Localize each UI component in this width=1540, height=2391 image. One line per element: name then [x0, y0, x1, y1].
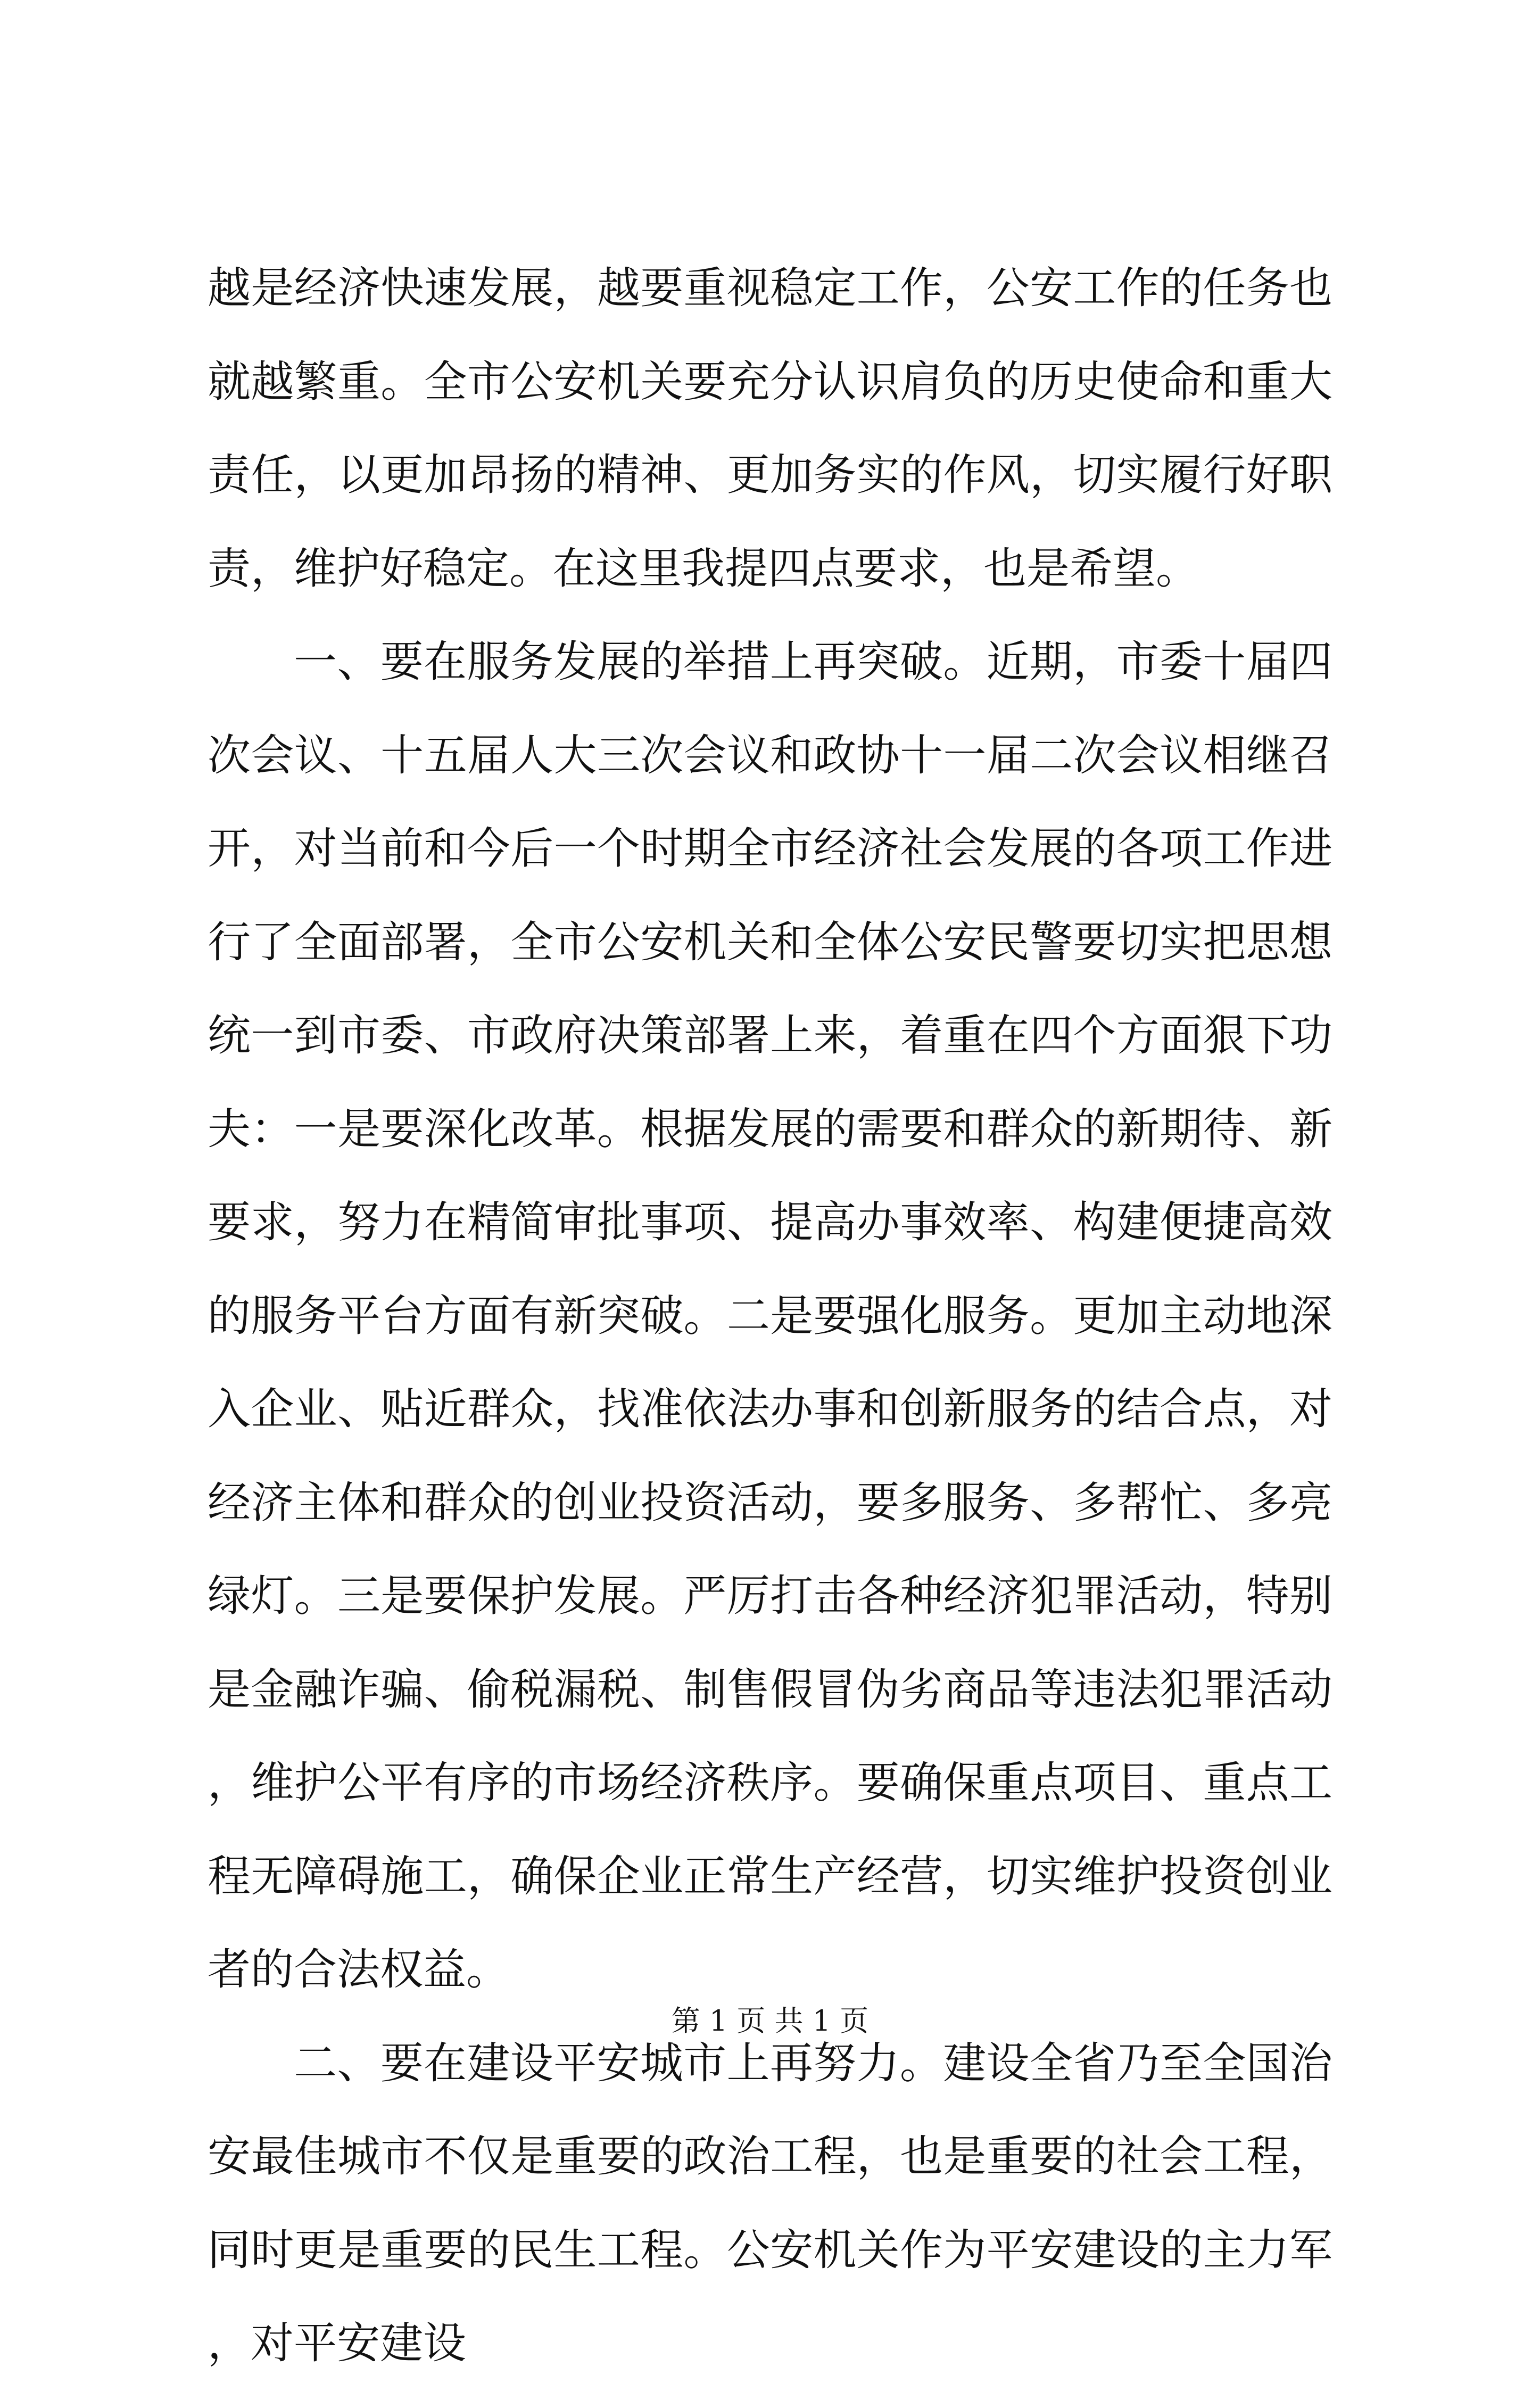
- paragraph-section-one: 一、要在服务发展的举措上再突破。近期，市委十届四次会议、十五届人大三次会议和政协十一届二次会议相继召开，对当前和今后一个时期全市经济社会发展的各项工作进行了全面部署，全市公安机关和全体公安民警要切实把思想统一到市委、市政府决策部署上来，着重在四个方面狠下功夫：一是要深化改革。根据发展的需要和群众的新期待、新要求，努力在精简审批事项、提高办事效率、构建便捷高效的服务平台方面有新突破。二是要强化服务。更加主动地深入企业、贴近群众，找准依法办事和创新服务的结合点，对经济主体和群众的创业投资活动，要多服务、多帮忙、多亮绿灯。三是要保护发展。严厉打击各种经济犯罪活动，特别是金融诈骗、偷税漏税、制售假冒伪劣商品等违法犯罪活动，维护公平有序的市场经济秩序。要确保重点项目、重点工程无障碍施工，确保企业正常生产经营，切实维护投资创业者的合法权益。: [208, 637, 1332, 1995]
- paragraph-continuation: 越是经济快速发展，越要重视稳定工作，公安工作的任务也就越繁重。全市公安机关要充分认识肩负的历史使命和重大责任，以更加昂扬的精神、更加务实的作风，切实履行好职责，维护好稳定。在这里我提四点要求，也是希望。: [208, 263, 1332, 594]
- paragraph-section-two: 二、要在建设平安城市上再努力。建设全省乃至全国治安最佳城市不仅是重要的政治工程，也是重要的社会工程，同时更是重要的民生工程。公安机关作为平安建设的主力军，对平安建设: [208, 2038, 1332, 2369]
- page-footer: 第 1 页 共 1 页: [671, 2004, 869, 2038]
- document-body: [208, 242, 1332, 2391]
